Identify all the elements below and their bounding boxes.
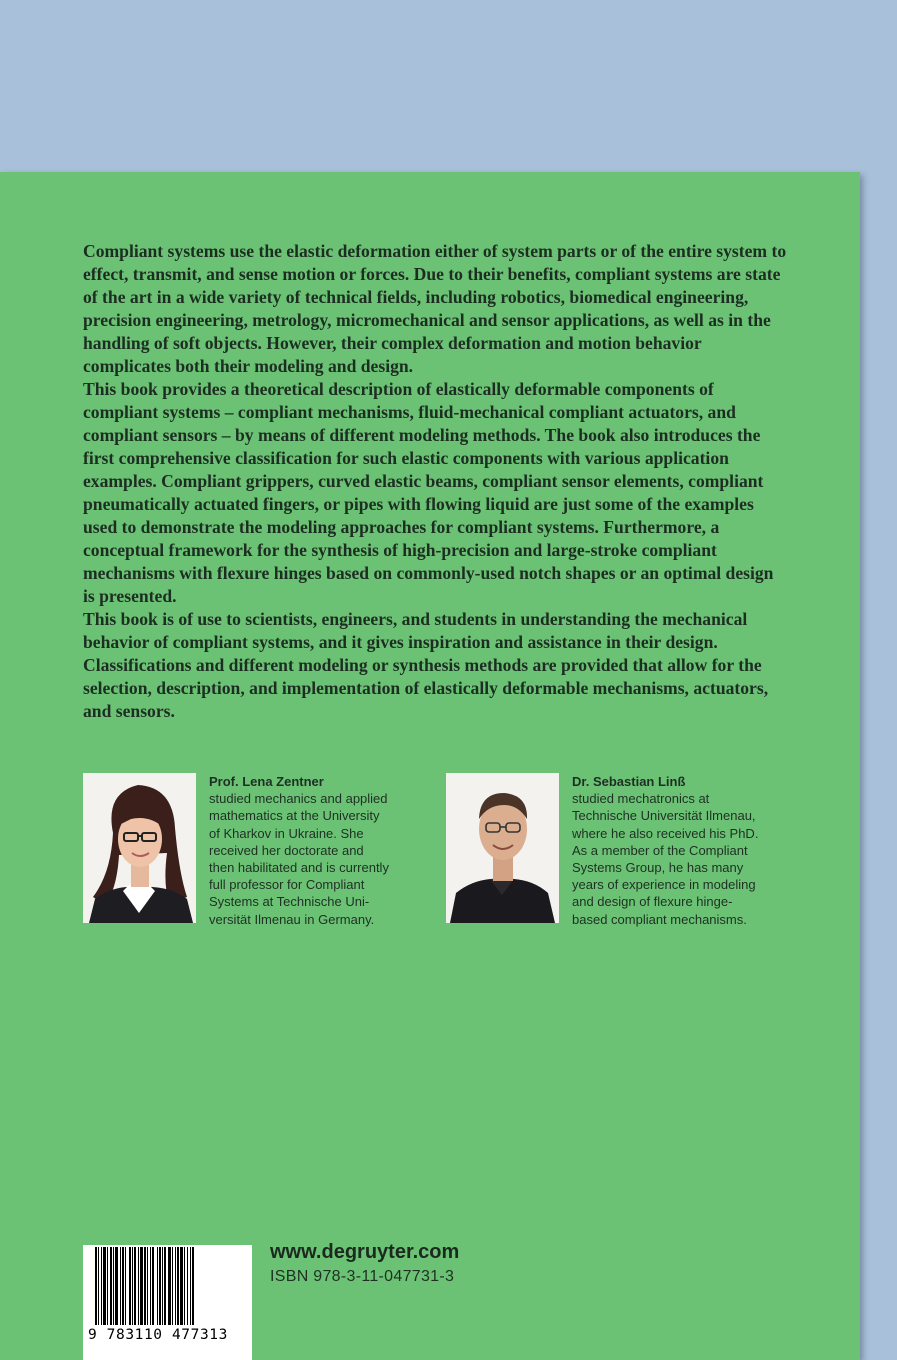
author-bio-text: studied mechanics and applied mathematics at the University of Kharkov in Ukraine. She received her doctorate and then habilitated and is currently full professor for Compliant Systems at Technische Uni- versität Ilmenau in Germany. — [209, 791, 389, 927]
barcode-digits: 9 783110 477313 — [88, 1327, 228, 1343]
publisher-url: www.degruyter.com — [270, 1241, 460, 1263]
author-photo — [83, 773, 196, 923]
isbn-barcode — [83, 1245, 252, 1360]
blurb-text — [83, 240, 788, 723]
blurb-paragraph-2: This book provides a theoretical description of elastically deformable components of compliant systems – compliant mechanisms, fluid-mechanical compliant actuators, and compliant sensors – by means of different modeling methods. The book also introduces the first comprehensive classification for such elastic components with various application examples. Compliant grippers, curved elastic beams, compliant sensor elements, compliant pneumatically actuated fingers, or pipes with flowing liquid are just some of the examples used to demonstrate the modeling approaches for compliant systems. Furthermore, a conceptual framework for the synthesis of high-precision and large-stroke compliant mechanisms with flexure hinges based on commonly-used notch shapes or an optimal design is presented. — [83, 379, 774, 606]
isbn-number: ISBN 978-3-11-047731-3 — [270, 1268, 455, 1285]
author-name: Prof. Lena Zentner — [209, 774, 324, 789]
barcode-bars — [95, 1247, 240, 1325]
author-name: Dr. Sebastian Linß — [572, 774, 686, 789]
book-back-cover — [0, 172, 860, 1360]
author-bio — [209, 773, 424, 928]
blurb-paragraph-3: This book is of use to scientists, engineers, and students in understanding the mechanical behavior of compliant systems, and it gives inspiration and assistance in their design. Classifications and different modeling or synthesis methods are provided that allow for the selection, description, and implementation of elastically deformable mechanisms, actuators, and sensors. — [83, 609, 769, 721]
author-bio — [572, 773, 787, 928]
author-photo — [446, 773, 559, 923]
blurb-paragraph-1: Compliant systems use the elastic deformation either of system parts or of the entire system to effect, transmit, and sense motion or forces. Due to their benefits, compliant systems are state of the art in a wide variety of technical fields, including robotics, biomedical engineering, precision engineering, metrology, micromechanical and sensor applications, as well as in the handling of soft objects. However, their complex deformation and motion behavior complicates both their modeling and design. — [83, 241, 787, 376]
author-bio-text: studied mechatronics at Technische Universität Ilmenau, where he also received his PhD. As a member of the Compliant Systems Group, he has many years of experience in modeling and design of flexure hinge- based compliant mechanisms. — [572, 791, 759, 927]
